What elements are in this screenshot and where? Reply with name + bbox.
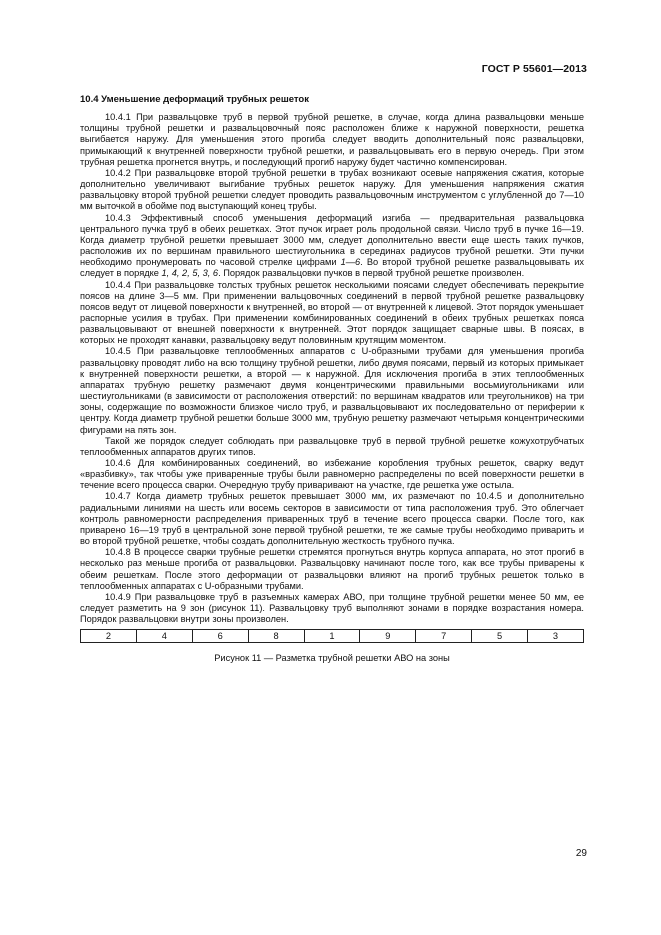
zone-cell: 3	[528, 630, 584, 643]
zone-row	[81, 630, 584, 643]
page-number: 29	[575, 848, 587, 859]
paragraph-10-4-8: 10.4.8 В процессе сварки трубные решетки стремятся прогнуться внутрь корпуса аппарата, но этот прогиб в несколько раз меньше прогиба от развальцовки. Развальцовку начинают после того, как все трубы приварены к обеим решеткам. После этого деформации от развальцовки влияют на прогиб трубных решеток только в теплообменных аппаратах с U-образными трубами.	[80, 547, 584, 591]
zone-cell: 4	[136, 630, 192, 643]
paragraph-10-4-5: 10.4.5 При развальцовке теплообменных аппаратов с U-образными трубами для уменьшения прогиба развальцовку проводят либо на всю толщину трубной решетки, либо двумя поясами, первый из которых примыкает к внутренней поверхности решетки, а второй — к наружной. Для исключения прогиба в этих теплообменных аппаратах трубную решетку размечают двумя концентрическими правильными восьмиугольниками или шестиугольниками (в зависимости от расположения отверстий: по вершинам квадратов или треугольников) на три зоны, содержащие по возможности близкое число труб, и развальцовывают их последовательно от периферии к центру. Когда диаметр трубной решетки больше 3000 мм, трубную решетку размечают четырьмя концентрическими фигурами на пять зон.	[80, 346, 584, 435]
zone-cell: 5	[472, 630, 528, 643]
figure-caption: Рисунок 11 — Разметка трубной решетки АВО на зоны	[214, 653, 450, 664]
paragraph-text: . Порядок развальцовки пучков в первой трубной решетке произволен.	[218, 268, 525, 279]
zone-cell: 2	[81, 630, 137, 643]
paragraph-same-order: Такой же порядок следует соблюдать при развальцовке труб в первой трубной решетке кожухотрубчатых теплообменных аппаратов других типов.	[80, 435, 584, 457]
paragraph-10-4-9: 10.4.9 При развальцовке труб в разъемных камерах АВО, при толщине трубной решетки менее 50 мм, ее следует разметить на 9 зон (рисунок 11). Развальцовку труб выполняют зонами в порядке возрастания номера. Порядок развальцовки внутри зоны произволен.	[80, 591, 584, 625]
paragraph-10-4-7: 10.4.7 Когда диаметр трубных решеток превышает 3000 мм, их размечают по 10.4.5 и дополнительно радиальными линиями на шесть или восемь секторов в зависимости от типа расположения труб. Это облегчает контроль равномерности распределения приваренных труб в течение всего процесса сварки. После того, как приварено 16—19 труб в центральной зоне первой трубной решетки, те же самые трубы необходимо приварить и во второй трубной решетке, чтобы создать дополнительную жесткость трубного пучка.	[80, 491, 584, 547]
zone-cell: 6	[192, 630, 248, 643]
paragraph-10-4-4: 10.4.4 При развальцовке толстых трубных решеток несколькими поясами следует обеспечивать перекрытие поясов на длине 3—5 мм. При применении вальцовочных соединений в первой трубной решетке развальцовку поясов ведут от лицевой поверхности к внутренней, во второй — от внутренней к лицевой. Этот порядок уменьшает распорные усилия в трубах. При применении комбинированных соединений в обеих трубных решетках пояса развальцовывают от внешней поверхности к внутренней. Этот порядок защищает сварные швы. В поясах, в которых не проходят канавки, развальцовку ведут половинным крутящим моментом.	[80, 279, 584, 346]
zone-marking-figure	[80, 629, 584, 643]
page-content	[80, 94, 584, 665]
zone-cell: 1	[304, 630, 360, 643]
paragraph-text: . Во второй трубной решетке развальцовывать их следует в порядке	[80, 257, 584, 279]
italic-text: 1—6	[340, 257, 361, 268]
italic-text: 1, 4, 2, 5, 3, 6	[161, 268, 219, 279]
zone-cell: 7	[416, 630, 472, 643]
zone-cell: 9	[360, 630, 416, 643]
zone-cell: 8	[248, 630, 304, 643]
paragraph-10-4-1: 10.4.1 При развальцовке труб в первой трубной решетке, в случае, когда длина развальцовки меньше толщины трубной решетки и развальцовочный пояс расположен ближе к наружной поверхности, решетка выгибается наружу. Для уменьшения этого прогиба следует вводить дополнительный пояс развальцовки, примыкающий к внутренней поверхности трубной решетки, и развальцовывать его в первую очередь. При этом трубная решетка прогнется внутрь, и последующий прогиб наружу будет частично компенсирован.	[80, 112, 584, 167]
paragraph-10-4-3	[80, 213, 584, 280]
paragraph-text: 10.4.3 Эффективный способ уменьшения деформаций изгиба — предварительная развальцовка центрального пучка труб в обеих решетках. Этот пучок играет роль продольной связи. Число труб в пучке 16—19. Когда диаметр трубной решетки превышает 3000 мм, следует дополнительно ввести еще шесть таких пучков, расположив их по вершинам правильного шестиугольника в серединах радиусов трубной решетки. Эти пучки необходимо пронумеровать по часовой стрелке цифрами	[80, 212, 584, 268]
section-title: 10.4 Уменьшение деформаций трубных решеток	[80, 94, 309, 105]
paragraph-10-4-2: 10.4.2 При развальцовке второй трубной решетки в трубах возникают осевые напряжения сжатия, которые дополнительно увеличивают выгибание трубных решеток наружу. Для уменьшения напряжения сжатия развальцовку второй трубной решетки следует проводить развальцовочным инструментом с углубленной до 7—10 мм выточкой в обойме под выступающий конец трубы.	[80, 167, 584, 212]
paragraph-10-4-6: 10.4.6 Для комбинированных соединений, во избежание коробления трубных решеток, сварку ведут «вразбивку», так чтобы уже приваренные трубы были равномерно распределены по всей поверхности решетки в течение всего процесса сварки. Очередную трубу приваривают на участке, где решетка уже остыла.	[80, 458, 584, 491]
document-header: ГОСТ Р 55601—2013	[481, 63, 587, 75]
